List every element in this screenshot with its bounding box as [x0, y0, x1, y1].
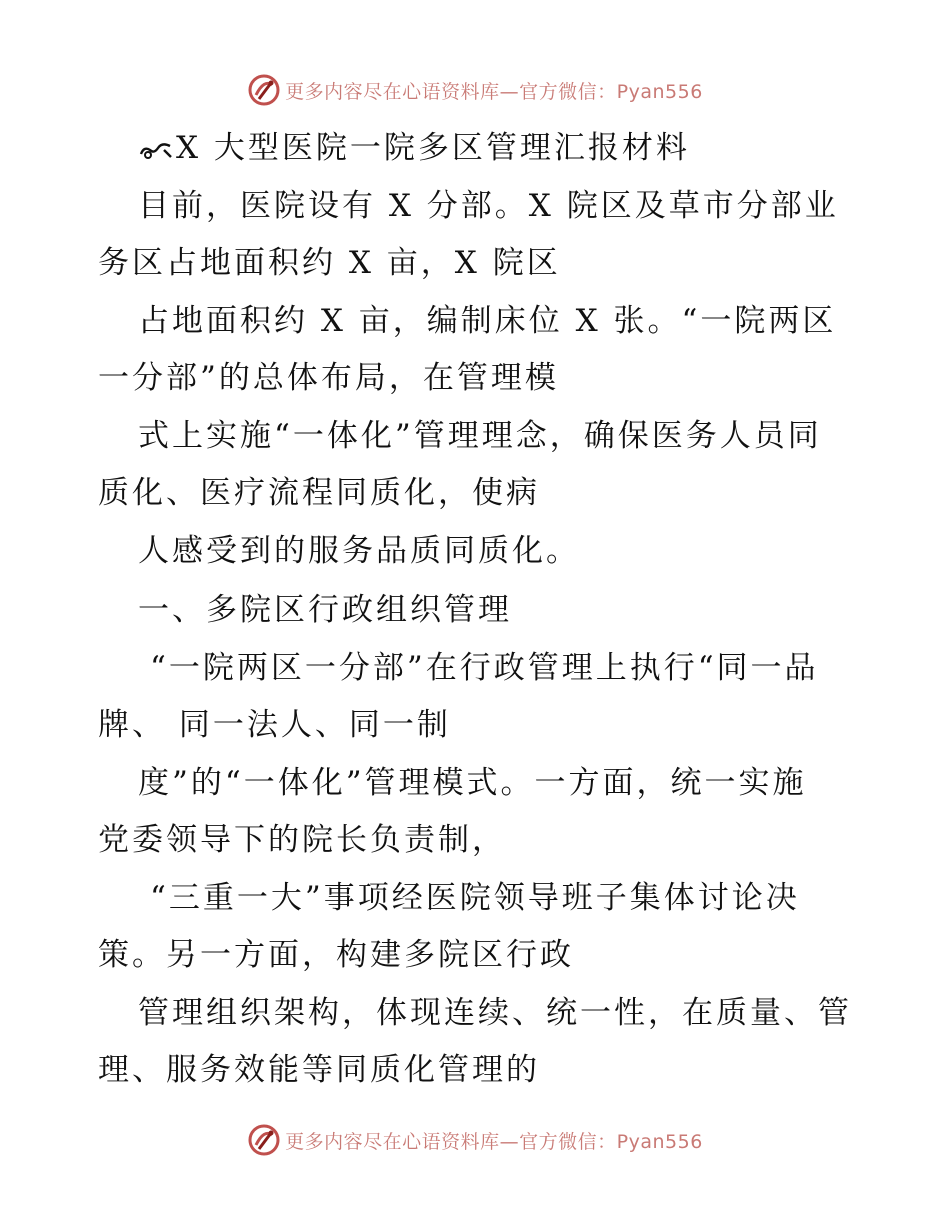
body-line-15: 管理组织架构，体现连续、统一性，在质量、管: [138, 995, 852, 1031]
brand-logo-icon: [247, 73, 281, 107]
body-line-16: 理、服务效能等同质化管理的: [98, 1052, 540, 1088]
document-title: [138, 128, 690, 168]
body-line-9: “一院两区一分部”在行政管理上执行“同一品: [150, 650, 819, 686]
header-watermark-banner: [0, 70, 950, 110]
footer-watermark-banner: [0, 1120, 950, 1160]
section-heading-1: 一、多院区行政组织管理: [138, 592, 512, 628]
body-line-2: 务区占地面积约 X 亩，X 院区: [98, 245, 561, 281]
body-line-11: 度”的“一体化”管理模式。一方面，统一实施: [138, 765, 807, 801]
banner-text: 更多内容尽在心语资料库—官方微信：Pyan556: [285, 80, 703, 103]
brand-logo-icon: [247, 1123, 281, 1157]
body-line-7: 人感受到的服务品质同质化。: [138, 533, 580, 569]
body-line-14: 策。另一方面，构建多院区行政: [98, 937, 574, 973]
body-line-10: 牌、 同一法人、同一制: [98, 707, 451, 743]
body-line-3: 占地面积约 X 亩，编制床位 X 张。“一院两区: [138, 303, 837, 339]
banner-text: 更多内容尽在心语资料库—官方微信：Pyan556: [285, 1130, 703, 1153]
body-line-12: 党委领导下的院长负责制，: [98, 822, 506, 858]
body-line-6: 质化、医疗流程同质化，使病: [98, 475, 540, 511]
document-title-text: X 大型医院一院多区管理汇报材料: [176, 130, 690, 166]
body-line-1: 目前，医院设有 X 分部。X 院区及草市分部业: [138, 188, 839, 224]
title-ornament-icon: [138, 138, 174, 162]
body-line-5: 式上实施“一体化”管理理念，确保医务人员同: [138, 418, 822, 454]
body-line-13: “三重一大”事项经医院领导班子集体讨论决: [150, 880, 800, 916]
body-line-4: 一分部”的总体布局，在管理模: [98, 360, 559, 396]
